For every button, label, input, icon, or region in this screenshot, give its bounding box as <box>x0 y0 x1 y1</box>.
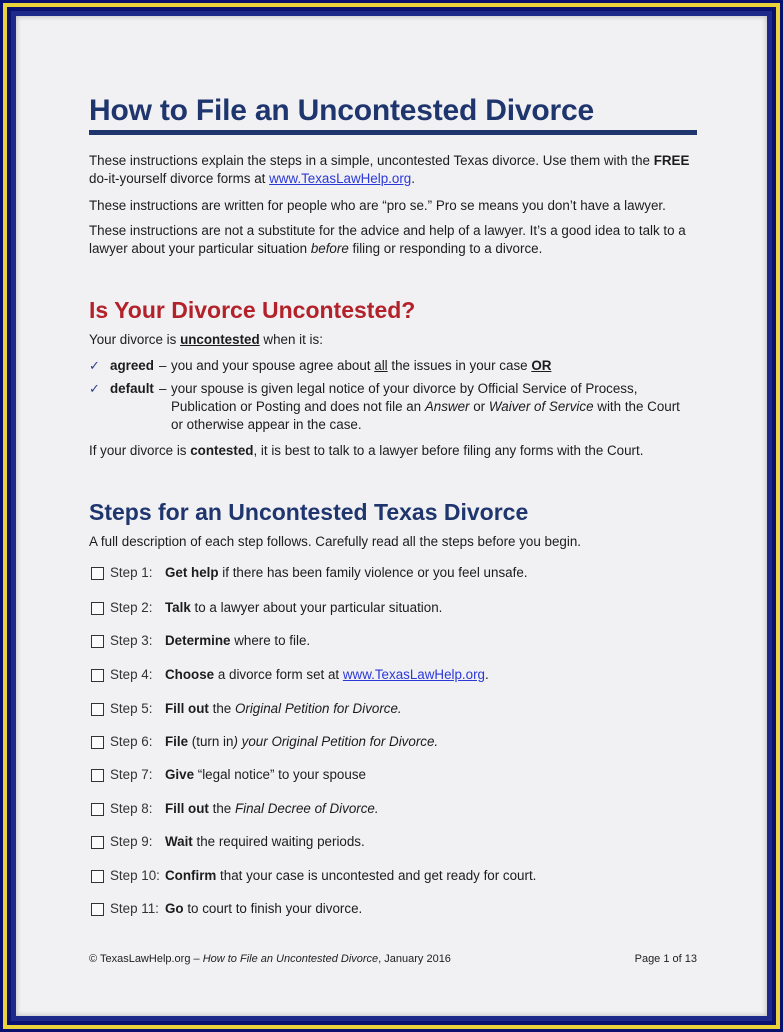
footer-date: , January 2016 <box>378 953 451 965</box>
step-item[interactable] <box>89 867 697 887</box>
step-rest: “legal notice” to your spouse <box>194 767 366 782</box>
step-text <box>165 564 528 582</box>
lead-text: when it is: <box>259 332 323 347</box>
step-label: Step 5: <box>110 701 153 716</box>
step-checkbox[interactable] <box>91 635 104 648</box>
step-label: Step 3: <box>110 633 153 648</box>
step-text <box>165 733 438 751</box>
step-checkbox[interactable] <box>91 870 104 883</box>
step-rest: the <box>208 801 235 816</box>
step-item[interactable] <box>89 700 697 720</box>
step-item[interactable] <box>89 666 697 686</box>
definition-line: or otherwise appear in the case. <box>171 417 362 432</box>
step-item[interactable] <box>89 766 697 786</box>
step-action: Give <box>165 767 195 782</box>
step-label: Step 6: <box>110 734 153 749</box>
page-number: Page 1 of 13 <box>634 953 697 965</box>
step-text <box>165 599 442 617</box>
step-item[interactable] <box>89 632 697 652</box>
definition-text: you and your spouse agree about <box>171 358 375 373</box>
step-rest: (turn in <box>188 734 234 749</box>
step-checkbox[interactable] <box>91 903 104 916</box>
step-document: Final Decree of Divorce. <box>234 801 379 816</box>
intro-text: These instructions explain the steps in a simple, uncontested Texas divorce. Use them with the <box>89 153 654 168</box>
step-checkbox[interactable] <box>91 769 104 782</box>
before-emphasis: before <box>310 241 349 256</box>
step-checkbox[interactable] <box>91 669 104 682</box>
condition-agreed <box>89 357 697 377</box>
note-text: If your divorce is <box>89 443 191 458</box>
step-action: Wait <box>165 834 193 849</box>
definition-line: your spouse is given legal notice of your divorce by Official Service of Process, <box>171 381 638 396</box>
step-text <box>165 700 402 718</box>
title-rule <box>89 130 697 135</box>
step-rest: if there has been family violence or you feel unsafe. <box>218 565 528 580</box>
intro-text: These instructions are not a substitute for the advice and help of a lawyer. It’s a good idea to talk to a <box>89 223 686 238</box>
step-rest: the required waiting periods. <box>192 834 365 849</box>
intro-text: filing or responding to a divorce. <box>348 241 543 256</box>
step-action: Determine <box>165 633 231 648</box>
step-label: Step 2: <box>110 600 153 615</box>
term-definition <box>171 357 551 375</box>
step-action: Go <box>165 901 184 916</box>
step-action: File <box>165 734 189 749</box>
step-item[interactable] <box>89 733 697 753</box>
steps-lead: A full description of each step follows. Carefully read all the steps before you begin. <box>89 534 582 549</box>
term-dash: – <box>159 381 167 396</box>
step-text <box>165 632 310 650</box>
all-emphasis: all <box>374 358 388 373</box>
condition-default <box>89 380 697 436</box>
step-item[interactable] <box>89 564 697 584</box>
term-default: default <box>110 381 154 396</box>
step-text <box>165 666 489 684</box>
page-title: How to File an Uncontested Divorce <box>89 94 594 127</box>
step-text <box>165 800 379 818</box>
step-text <box>165 833 365 851</box>
intro-paragraph-3 <box>89 222 697 258</box>
definition-text: or <box>469 399 489 414</box>
footer-copyright: © TexasLawHelp.org – <box>89 953 203 965</box>
step-checkbox[interactable] <box>91 736 104 749</box>
step-action: Choose <box>165 667 215 682</box>
step-label: Step 7: <box>110 767 153 782</box>
step-label: Step 11: <box>110 901 159 916</box>
footer-doc-title: How to File an Uncontested Divorce <box>202 953 379 965</box>
step-rest: a divorce form set at <box>214 667 343 682</box>
or-emphasis: OR <box>531 358 552 373</box>
step-checkbox[interactable] <box>91 567 104 580</box>
step-label: Step 10: <box>110 868 160 883</box>
contested-note <box>89 442 697 460</box>
lead-text: Your divorce is <box>89 332 181 347</box>
step-document: Original Petition for Divorce. <box>271 734 439 749</box>
step-label: Step 4: <box>110 667 153 682</box>
intro-text: lawyer about your particular situation <box>89 241 311 256</box>
step-checkbox[interactable] <box>91 602 104 615</box>
term-agreed: agreed <box>110 358 154 373</box>
step-item[interactable] <box>89 900 697 920</box>
step-rest: where to file. <box>230 633 311 648</box>
section-heading-uncontested: Is Your Divorce Uncontested? <box>89 297 416 323</box>
step-action: Fill out <box>165 701 209 716</box>
step-label: Step 1: <box>110 565 153 580</box>
texaslawhelp-link[interactable]: www.TexasLawHelp.org <box>342 667 486 682</box>
step-item[interactable] <box>89 800 697 820</box>
step-label: Step 9: <box>110 834 153 849</box>
intro-paragraph-1 <box>89 152 697 188</box>
step-action: Fill out <box>165 801 209 816</box>
document-page <box>16 16 767 1016</box>
step-rest: that your case is uncontested and get ready for court. <box>216 868 537 883</box>
step-action: Confirm <box>165 868 217 883</box>
texaslawhelp-link[interactable]: www.TexasLawHelp.org <box>269 171 412 186</box>
term-dash: – <box>159 358 167 373</box>
step-rest: ) your <box>233 734 272 749</box>
uncontested-emphasis: uncontested <box>180 332 260 347</box>
step-text <box>165 766 366 784</box>
section-heading-steps: Steps for an Uncontested Texas Divorce <box>89 499 529 525</box>
step-item[interactable] <box>89 833 697 853</box>
intro-text: do-it-yourself divorce forms at <box>89 171 270 186</box>
definition-text: with the Court <box>593 399 680 414</box>
definition-text: Publication or Posting and does not file an <box>171 399 425 414</box>
step-text <box>165 900 362 918</box>
step-item[interactable] <box>89 599 697 619</box>
step-rest: . <box>485 667 489 682</box>
checkmark-icon: ✓ <box>89 381 100 396</box>
step-document: Original Petition for Divorce. <box>234 701 402 716</box>
definition-text: the issues in your case <box>387 358 532 373</box>
page-footer <box>89 953 697 965</box>
step-label: Step 8: <box>110 801 153 816</box>
step-action: Get help <box>165 565 219 580</box>
free-emphasis: FREE <box>653 153 690 168</box>
step-checkbox[interactable] <box>91 703 104 716</box>
step-checkbox[interactable] <box>91 803 104 816</box>
term-definition <box>171 380 680 434</box>
intro-paragraph-2: These instructions are written for people who are “pro se.” Pro se means you don’t have a lawyer. <box>89 198 666 213</box>
step-rest: to court to finish your divorce. <box>183 901 363 916</box>
step-rest: to a lawyer about your particular situation. <box>190 600 443 615</box>
note-text: , it is best to talk to a lawyer before filing any forms with the Court. <box>253 443 644 458</box>
contested-emphasis: contested <box>190 443 254 458</box>
answer-emphasis: Answer <box>424 399 470 414</box>
step-text <box>165 867 536 885</box>
step-action: Talk <box>165 600 191 615</box>
step-rest: the <box>208 701 235 716</box>
checkmark-icon: ✓ <box>89 358 100 373</box>
section1-lead <box>89 331 697 349</box>
intro-text: . <box>411 171 415 186</box>
waiver-emphasis: Waiver of Service <box>488 399 594 414</box>
step-checkbox[interactable] <box>91 836 104 849</box>
